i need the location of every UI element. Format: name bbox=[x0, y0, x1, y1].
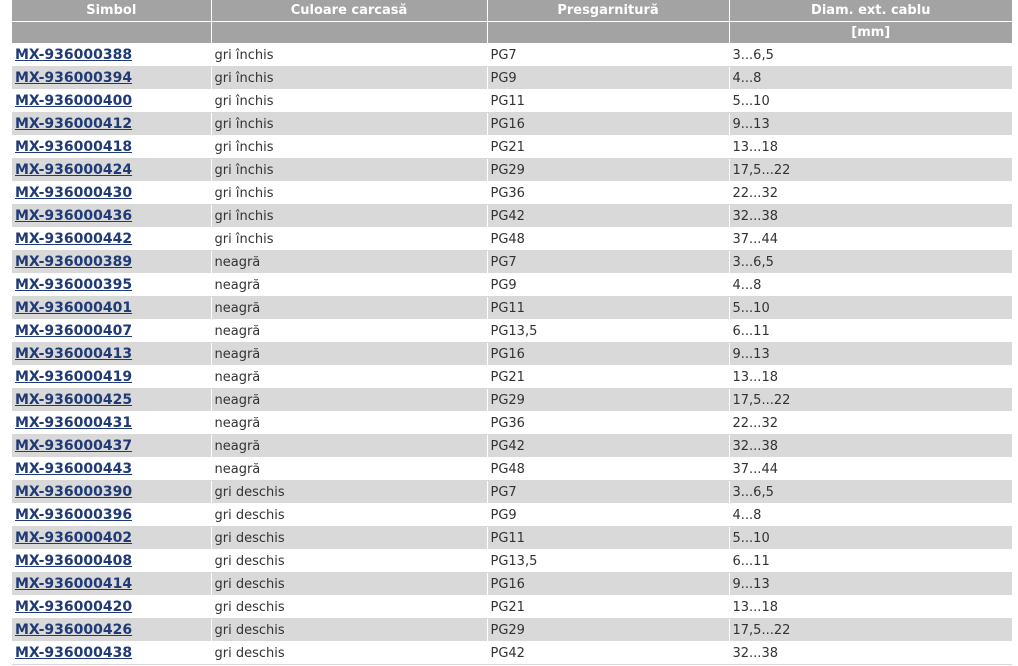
table-row bbox=[12, 274, 1012, 297]
cell-gland: PG9 bbox=[487, 67, 729, 90]
product-symbol-link[interactable]: MX-936000400 bbox=[15, 93, 133, 109]
product-symbol-link[interactable]: MX-936000414 bbox=[15, 576, 133, 592]
cell-diameter: 5...10 bbox=[729, 297, 1012, 320]
cell-gland: PG16 bbox=[487, 343, 729, 366]
table-header bbox=[12, 0, 1012, 44]
cell-gland: PG13,5 bbox=[487, 320, 729, 343]
product-symbol-link[interactable]: MX-936000442 bbox=[15, 231, 133, 247]
cell-symbol bbox=[12, 90, 211, 113]
product-symbol-link[interactable]: MX-936000396 bbox=[15, 507, 133, 523]
cell-color: gri deschis bbox=[211, 504, 487, 527]
product-symbol-link[interactable]: MX-936000390 bbox=[15, 484, 133, 500]
cell-diameter: 3...6,5 bbox=[729, 251, 1012, 274]
cell-diameter: 3...6,5 bbox=[729, 44, 1012, 67]
table-row bbox=[12, 389, 1012, 412]
cell-diameter: 3...6,5 bbox=[729, 481, 1012, 504]
cell-symbol bbox=[12, 67, 211, 90]
cell-diameter: 13...18 bbox=[729, 366, 1012, 389]
cell-symbol bbox=[12, 136, 211, 159]
cell-gland: PG42 bbox=[487, 435, 729, 458]
cell-gland: PG29 bbox=[487, 389, 729, 412]
cell-diameter: 5...10 bbox=[729, 527, 1012, 550]
table-row bbox=[12, 182, 1012, 205]
cell-gland: PG21 bbox=[487, 596, 729, 619]
cell-diameter: 37...44 bbox=[729, 458, 1012, 481]
cell-symbol bbox=[12, 320, 211, 343]
table-row bbox=[12, 113, 1012, 136]
cell-color: gri deschis bbox=[211, 573, 487, 596]
product-symbol-link[interactable]: MX-936000438 bbox=[15, 645, 133, 661]
table-row bbox=[12, 458, 1012, 481]
product-symbol-link[interactable]: MX-936000412 bbox=[15, 116, 133, 132]
unit-symbol bbox=[12, 22, 211, 44]
product-symbol-link[interactable]: MX-936000436 bbox=[15, 208, 133, 224]
product-symbol-link[interactable]: MX-936000395 bbox=[15, 277, 133, 293]
cell-gland: PG21 bbox=[487, 366, 729, 389]
cell-gland: PG9 bbox=[487, 504, 729, 527]
cell-diameter: 13...18 bbox=[729, 596, 1012, 619]
cell-diameter: 13...18 bbox=[729, 136, 1012, 159]
cell-color: gri deschis bbox=[211, 642, 487, 665]
cell-diameter: 6...11 bbox=[729, 320, 1012, 343]
cell-gland: PG48 bbox=[487, 458, 729, 481]
cell-diameter: 17,5...22 bbox=[729, 389, 1012, 412]
header-row bbox=[12, 0, 1012, 22]
product-symbol-link[interactable]: MX-936000402 bbox=[15, 530, 133, 546]
cell-symbol bbox=[12, 596, 211, 619]
table-row bbox=[12, 90, 1012, 113]
table-row bbox=[12, 366, 1012, 389]
cell-symbol bbox=[12, 297, 211, 320]
cell-symbol bbox=[12, 44, 211, 67]
cell-gland: PG11 bbox=[487, 527, 729, 550]
cell-diameter: 9...13 bbox=[729, 113, 1012, 136]
table-row bbox=[12, 642, 1012, 665]
cell-diameter: 4...8 bbox=[729, 274, 1012, 297]
cell-symbol bbox=[12, 251, 211, 274]
cell-diameter: 32...38 bbox=[729, 205, 1012, 228]
cell-color: gri închis bbox=[211, 90, 487, 113]
product-symbol-link[interactable]: MX-936000408 bbox=[15, 553, 133, 569]
cell-color: neagră bbox=[211, 412, 487, 435]
cell-color: gri închis bbox=[211, 182, 487, 205]
cell-diameter: 37...44 bbox=[729, 228, 1012, 251]
cell-symbol bbox=[12, 182, 211, 205]
cell-symbol bbox=[12, 205, 211, 228]
table-row bbox=[12, 44, 1012, 67]
cell-diameter: 32...38 bbox=[729, 642, 1012, 665]
product-symbol-link[interactable]: MX-936000425 bbox=[15, 392, 133, 408]
cell-diameter: 5...10 bbox=[729, 90, 1012, 113]
cell-color: gri închis bbox=[211, 159, 487, 182]
column-header-gland: Presgarnitură bbox=[487, 0, 729, 22]
cell-diameter: 9...13 bbox=[729, 343, 1012, 366]
table-row bbox=[12, 573, 1012, 596]
cell-color: gri deschis bbox=[211, 481, 487, 504]
table-row bbox=[12, 550, 1012, 573]
cell-symbol bbox=[12, 274, 211, 297]
cell-gland: PG9 bbox=[487, 274, 729, 297]
product-symbol-link[interactable]: MX-936000418 bbox=[15, 139, 133, 155]
table-row bbox=[12, 228, 1012, 251]
table-row bbox=[12, 435, 1012, 458]
cell-symbol bbox=[12, 527, 211, 550]
cell-color: neagră bbox=[211, 366, 487, 389]
table-row bbox=[12, 412, 1012, 435]
table-row bbox=[12, 136, 1012, 159]
cell-symbol bbox=[12, 481, 211, 504]
cell-symbol bbox=[12, 435, 211, 458]
cell-color: gri închis bbox=[211, 67, 487, 90]
cell-gland: PG29 bbox=[487, 619, 729, 642]
cell-symbol bbox=[12, 619, 211, 642]
cell-gland: PG42 bbox=[487, 205, 729, 228]
cell-symbol bbox=[12, 504, 211, 527]
table-row bbox=[12, 343, 1012, 366]
product-symbol-link[interactable]: MX-936000389 bbox=[15, 254, 133, 270]
cell-symbol bbox=[12, 228, 211, 251]
cell-gland: PG48 bbox=[487, 228, 729, 251]
cell-diameter: 32...38 bbox=[729, 435, 1012, 458]
cell-gland: PG36 bbox=[487, 182, 729, 205]
cell-symbol bbox=[12, 389, 211, 412]
cell-color: gri deschis bbox=[211, 550, 487, 573]
cell-symbol bbox=[12, 343, 211, 366]
cell-gland: PG13,5 bbox=[487, 550, 729, 573]
cell-symbol bbox=[12, 550, 211, 573]
cell-diameter: 9...13 bbox=[729, 573, 1012, 596]
cell-gland: PG7 bbox=[487, 44, 729, 67]
cell-symbol bbox=[12, 412, 211, 435]
cell-color: neagră bbox=[211, 297, 487, 320]
cell-color: gri închis bbox=[211, 113, 487, 136]
cell-color: neagră bbox=[211, 435, 487, 458]
cell-symbol bbox=[12, 366, 211, 389]
cell-gland: PG36 bbox=[487, 412, 729, 435]
product-symbol-link[interactable]: MX-936000443 bbox=[15, 461, 133, 477]
column-header-diameter: Diam. ext. cablu bbox=[729, 0, 1012, 22]
cell-diameter: 22...32 bbox=[729, 182, 1012, 205]
product-symbol-link[interactable]: MX-936000430 bbox=[15, 185, 133, 201]
product-symbol-link[interactable]: MX-936000426 bbox=[15, 622, 133, 638]
table-row bbox=[12, 619, 1012, 642]
product-symbol-link[interactable]: MX-936000424 bbox=[15, 162, 133, 178]
cell-diameter: 17,5...22 bbox=[729, 159, 1012, 182]
column-header-color: Culoare carcasă bbox=[211, 0, 487, 22]
product-symbol-link[interactable]: MX-936000419 bbox=[15, 369, 133, 385]
cell-color: gri închis bbox=[211, 228, 487, 251]
table-row bbox=[12, 596, 1012, 619]
cell-diameter: 4...8 bbox=[729, 504, 1012, 527]
cell-gland: PG21 bbox=[487, 136, 729, 159]
product-symbol-link[interactable]: MX-936000407 bbox=[15, 323, 133, 339]
product-symbol-link[interactable]: MX-936000394 bbox=[15, 70, 133, 86]
unit-diameter: [mm] bbox=[729, 22, 1012, 44]
cell-gland: PG11 bbox=[487, 297, 729, 320]
cell-color: neagră bbox=[211, 389, 487, 412]
product-table bbox=[12, 0, 1012, 665]
table-row bbox=[12, 159, 1012, 182]
units-row bbox=[12, 22, 1012, 44]
table-row bbox=[12, 504, 1012, 527]
table-row bbox=[12, 320, 1012, 343]
cell-symbol bbox=[12, 458, 211, 481]
table-body bbox=[12, 44, 1012, 665]
cell-color: neagră bbox=[211, 274, 487, 297]
cell-gland: PG16 bbox=[487, 113, 729, 136]
table-row bbox=[12, 67, 1012, 90]
cell-color: gri închis bbox=[211, 136, 487, 159]
unit-gland bbox=[487, 22, 729, 44]
cell-color: neagră bbox=[211, 251, 487, 274]
table-row bbox=[12, 297, 1012, 320]
cell-gland: PG11 bbox=[487, 90, 729, 113]
cell-symbol bbox=[12, 642, 211, 665]
cell-color: gri închis bbox=[211, 44, 487, 67]
table-row bbox=[12, 251, 1012, 274]
cell-color: gri deschis bbox=[211, 619, 487, 642]
cell-gland: PG29 bbox=[487, 159, 729, 182]
cell-diameter: 22...32 bbox=[729, 412, 1012, 435]
cell-symbol bbox=[12, 113, 211, 136]
cell-gland: PG16 bbox=[487, 573, 729, 596]
table-row bbox=[12, 527, 1012, 550]
cell-color: neagră bbox=[211, 343, 487, 366]
column-header-symbol: Simbol bbox=[12, 0, 211, 22]
cell-gland: PG7 bbox=[487, 251, 729, 274]
table-row bbox=[12, 205, 1012, 228]
cell-color: neagră bbox=[211, 458, 487, 481]
cell-gland: PG42 bbox=[487, 642, 729, 665]
cell-diameter: 17,5...22 bbox=[729, 619, 1012, 642]
cell-color: gri deschis bbox=[211, 527, 487, 550]
table-row bbox=[12, 481, 1012, 504]
cell-diameter: 6...11 bbox=[729, 550, 1012, 573]
product-symbol-link[interactable]: MX-936000420 bbox=[15, 599, 133, 615]
product-symbol-link[interactable]: MX-936000437 bbox=[15, 438, 133, 454]
cell-color: neagră bbox=[211, 320, 487, 343]
cell-diameter: 4...8 bbox=[729, 67, 1012, 90]
cell-symbol bbox=[12, 159, 211, 182]
product-symbol-link[interactable]: MX-936000388 bbox=[15, 47, 133, 63]
product-symbol-link[interactable]: MX-936000413 bbox=[15, 346, 133, 362]
unit-color bbox=[211, 22, 487, 44]
product-symbol-link[interactable]: MX-936000431 bbox=[15, 415, 133, 431]
cell-color: gri închis bbox=[211, 205, 487, 228]
product-symbol-link[interactable]: MX-936000401 bbox=[15, 300, 133, 316]
cell-color: gri deschis bbox=[211, 596, 487, 619]
cell-gland: PG7 bbox=[487, 481, 729, 504]
cell-symbol bbox=[12, 573, 211, 596]
